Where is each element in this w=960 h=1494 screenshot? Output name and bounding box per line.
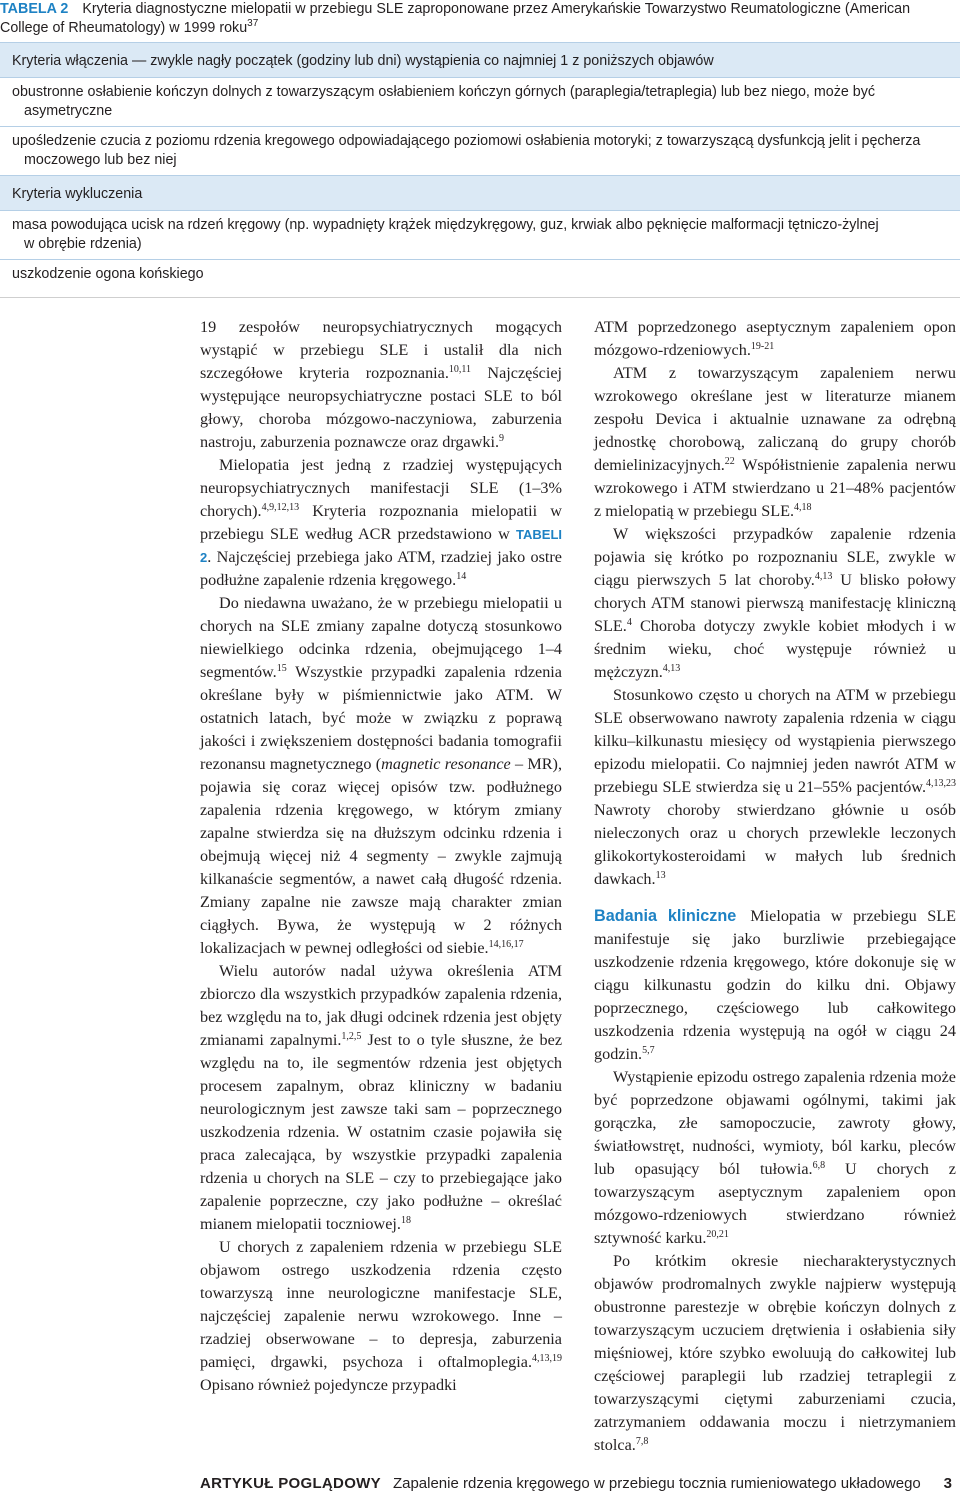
text: Wszystkie przypadki zapalenia rdzenia określane były w piśmiennictwie jako ATM. W ostatnich latach, być może w związku z poprawą jakości i zwiększeniem dostępności badania tomografii rezonansu magnetycznego ( (200, 663, 562, 773)
table-row-text: uszkodzenie ogona końskiego (12, 266, 204, 282)
text: Mielopatia w przebiegu SLE manifestuje się jako burzliwie przebiegające uszkodzenie rdzenia kręgowego, które dokonuje się w ciągu kilkunastu godzin do kilku dni. Objawy poprzecznego, częściowego lub całkowitego uszkodzenia rdzenia występują na ogół w ciągu 24 godzin. (594, 907, 956, 1063)
citation: 14,16,17 (488, 939, 524, 950)
table-title: Kryteria diagnostyczne mielopatii w przebiegu SLE zaproponowane przez Amerykańskie Towarzystwo Reumatologiczne (American College of Rheumatology) w 1999 roku (0, 1, 911, 36)
paragraph (594, 1250, 956, 1457)
citation: 4,13 (662, 663, 681, 674)
citation: 19-21 (750, 341, 775, 352)
text-column-left (200, 316, 562, 1397)
exclusion-criteria-header: Kryteria wykluczenia (0, 175, 960, 211)
table-number: TABELA 2 (0, 1, 69, 17)
text: W większości przypadków zapalenie rdzenia pojawia się krótko po rozpoznaniu SLE, zwykle w ciągu pierwszych 5 lat choroby. (594, 525, 956, 589)
text: ATM poprzedzonego aseptycznym zapaleniem opon mózgowo-rdzeniowych. (594, 318, 956, 359)
footer-article-title: Zapalenie rdzenia kręgowego w przebiegu tocznia rumieniowatego układowego (392, 1475, 921, 1492)
citation: 4 (626, 617, 632, 628)
text: Wystąpienie epizodu ostrego zapalenia rdzenia może być poprzedzone objawami ogólnymi, takimi jak gorączka, złe samopoczucie, zawroty głowy, światłowstręt, nudności, wymioty, ból karku, pleców lub opasujący ból tułowia. (594, 1068, 956, 1178)
paragraph (594, 362, 956, 523)
text: U chorych z zapaleniem rdzenia w przebiegu SLE objawom ostrego uszkodzenia rdzenia często towarzyszą inne neurologiczne manifestacje SLE, najczęściej zapalenie nerwu wzrokowego. Inne – rzadziej obserwowane – to depresja, zaburzenia pamięci, drgawki, psychoza i oftalmoplegia. (200, 1238, 562, 1371)
table-row (0, 260, 960, 289)
citation: 13 (655, 870, 666, 881)
text: – MR), pojawia się coraz więcej opisów tzw. podłużnego zapalenia rdzenia kręgowego, w którym zmiany zapalne stwierdza się na dłuższym odcinku rdzenia i obejmują więcej niż 4 segmenty – zwykle zajmują kilkanaście segmentów, a nawet całą długość rdzenia. Zmiany zapalne nie zawsze mają charakter zmian ciągłych. Bywa, że występują w 2 różnych lokalizacjach w pewnej odległości od siebie. (200, 755, 562, 957)
citation: 4,18 (794, 502, 812, 513)
paragraph (594, 684, 956, 891)
citation: 1,2,5 (341, 1031, 362, 1042)
citation: 7,8 (635, 1436, 649, 1447)
text: ATM z towarzyszącym zapaleniem nerwu wzrokowego określane jest w literaturze mianem zespołu Devica i aktualnie uznawane za odrębną jednostkę chorobową, zaliczaną do grupy chorób demielinizacyjnych. (594, 364, 956, 474)
text-column-right (594, 316, 956, 1457)
table-caption (0, 0, 960, 38)
table-reference-link[interactable]: TABELI 2 (200, 527, 562, 565)
text: . Najczęściej przebiega jako ATM, rzadziej jako ostre podłużne zapalenie rdzenia kręgowego. (200, 548, 562, 589)
citation: 15 (276, 663, 287, 674)
table-row-continuation: moczowego lub bez niej (24, 152, 177, 168)
citation: 9 (499, 433, 505, 444)
citation: 20,21 (706, 1229, 729, 1240)
table-title-ref: 37 (247, 18, 259, 29)
page-footer (200, 1474, 956, 1494)
table-2 (0, 0, 960, 298)
table-row (0, 211, 960, 260)
text: Po krótkim okresie niecharakterystycznych objawów prodromalnych zwykle najpierw występują obustronne parestezje w obrębie kończyn dolnych z towarzyszącym uczuciem drętwienia i osłabienia siły mięśniowej, które szybko ewoluują do całkowitej lub częściowej paraplegii lub rzadziej tetraplegii z towarzyszącymi ciętymi zaburzeniami czucia, zatrzymaniem oddawania moczu i nietrzymaniem stolca. (594, 1252, 956, 1454)
citation: 5,7 (642, 1045, 655, 1056)
paragraph (200, 592, 562, 960)
paragraph (200, 1236, 562, 1397)
italic-term: magnetic resonance (381, 755, 511, 773)
citation: 22 (724, 456, 735, 467)
text: 19 zespołów neuropsychiatrycznych mogących wystąpić w przebiegu SLE i ustalił dla nich szczegółowe kryteria rozpoznania. (200, 318, 562, 382)
text: Nawroty choroby stwierdzano głównie u osób nieleczonych oraz u chorych przewlekle leczonych glikokortykosteroidami w małych lub średnich dawkach. (594, 801, 956, 888)
table-bottom-rule (0, 297, 960, 298)
table-row-text: upośledzenie czucia z poziomu rdzenia kregowego odpowiadającego poziomowi osłabienia motoryki; z towarzyszącą dysfunkcją jelit i pęcherza (12, 133, 921, 149)
table-row (0, 78, 960, 127)
text: Choroba dotyczy zwykle kobiet młodych i w średnim wieku, choć występuje również u mężczyzn. (594, 617, 956, 681)
citation: 14 (456, 571, 467, 582)
text: Współistnienie zapalenia nerwu wzrokowego i ATM stwierdzano u 21–48% pacjentów z mielopatią w przebiegu SLE. (594, 456, 956, 520)
text: U blisko połowy chorych ATM stanowi pierwszą manifestację kliniczną SLE. (594, 571, 956, 635)
text: Jest to o tyle słuszne, że bez względu na to, ile segmentów rdzenia jest objętych procesem zapalnym, obraz kliniczny w badaniu neurologicznym jest zawsze taki sam – poprzecznego uszkodzenia rdzenia. W ostatnim czasie pojawiła się praca zalecająca, by wszystkie przypadki zapalenia rdzenia u chorych na SLE – czy to przebiegające jako zapalenie poprzeczne, czy jako podłużne – określać mianem mielopatii toczniowej. (200, 1031, 563, 1233)
text: Mielopatia jest jedną z rzadziej występujących neuropsychiatrycznych manifestacji SLE (1–3% chorych). (200, 456, 562, 520)
citation: 10,11 (448, 364, 472, 375)
footer-section-label: ARTYKUŁ POGLĄDOWY (200, 1475, 381, 1492)
citation: 4,13,19 (532, 1353, 562, 1364)
text: Stosunkowo często u chorych na ATM w przebiegu SLE obserwowano nawroty zapalenia rdzenia w ciągu kilku–kilkunastu miesięcy od wystąpienia pierwszego epizodu mielopatii. Co najmniej jeden nawrót ATM w przebiegu SLE stwierdza się u 21–55% pacjentów. (594, 686, 956, 796)
table-row-continuation: w obrębie rdzenia) (24, 236, 142, 252)
citation: 4,9,12,13 (261, 502, 300, 513)
table-row (0, 127, 960, 175)
citation: 18 (400, 1215, 411, 1226)
text: Kryteria rozpoznania mielopatii w przebiegu SLE według ACR przedstawiono w (200, 502, 562, 543)
table-row-continuation: asymetryczne (24, 103, 113, 119)
table-row-text: obustronne osłabienie kończyn dolnych z towarzyszącym osłabieniem kończyn górnych (paraplegia/tetraplegia) lub bez niego, może być (12, 84, 876, 100)
text: U chorych z towarzyszącym aseptycznym zapaleniem opon mózgowo-rdzeniowych stwierdzano również sztywność karku. (594, 1160, 956, 1247)
text: Opisano również pojedyncze przypadki (200, 1376, 457, 1394)
citation: 4,13,23 (926, 778, 956, 789)
paragraph (200, 960, 562, 1236)
inclusion-criteria-header: Kryteria włączenia — zwykle nagły początek (godziny lub dni) wystąpienia co najmniej 1 z poniższych objawów (0, 42, 960, 78)
citation: 6,8 (812, 1160, 826, 1171)
citation: 4,13 (814, 571, 833, 582)
paragraph (594, 523, 956, 684)
page-number: 3 (943, 1475, 952, 1492)
text: Najczęściej występujące neuropsychiatryczne postaci SLE to ból głowy, choroba mózgowo-naczyniowa, zaburzenia nastroju, zaburzenia poznawcze oraz drgawki. (200, 364, 563, 451)
paragraph (200, 316, 562, 454)
section-heading: Badania kliniczne (594, 907, 737, 925)
text: Do niedawna uważano, że w przebiegu mielopatii u chorych na SLE zmiany zapalne dotyczą stosunkowo niewielkiego odcinka rdzenia, obejmującego 1–4 segmentów. (200, 594, 562, 681)
paragraph (594, 316, 956, 362)
text: Wielu autorów nadal używa określenia ATM zbiorczo dla wszystkich przypadków zapalenia rdzenia, bez względu na to, jak długi odcinek rdzenia jest objęty zmianami zapalnymi. (200, 962, 562, 1049)
table-row-text: masa powodująca ucisk na rdzeń kręgowy (np. wypadnięty krążek międzykręgowy, guz, krwiak albo pęknięcie malformacji tętniczo-żylnej (12, 217, 879, 233)
paragraph (594, 905, 956, 1066)
paragraph (200, 454, 562, 592)
paragraph (594, 1066, 956, 1250)
